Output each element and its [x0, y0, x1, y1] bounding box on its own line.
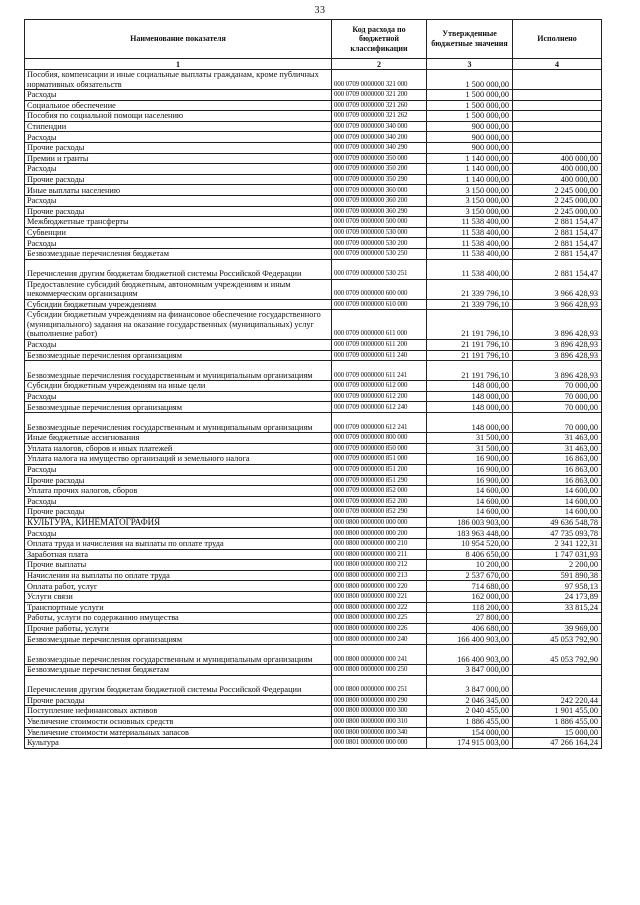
- row-executed-cell: 2 341 122,31: [513, 539, 602, 550]
- row-code-cell: 000 0709 0000000 852 200: [332, 496, 427, 507]
- row-name-cell: Субсидии бюджетным учреждениям на финансовое обеспечение государственного (муниципального) задания на оказание государственных (муниципальных) услуг (выполнение работ): [25, 310, 332, 340]
- row-name-cell: Иные выплаты населению: [25, 185, 332, 196]
- row-executed-cell: 2 245 000,00: [513, 206, 602, 217]
- row-executed-cell: 400 000,00: [513, 153, 602, 164]
- row-code-cell: 000 0709 0000000 360 290: [332, 206, 427, 217]
- row-approved-cell: 3 150 000,00: [427, 185, 513, 196]
- row-name-cell: Расходы: [25, 132, 332, 143]
- row-approved-cell: 11 538 400,00: [427, 238, 513, 249]
- row-code-cell: 000 0709 0000000 500 000: [332, 217, 427, 228]
- table-row: [25, 70, 602, 90]
- table-row: [25, 132, 602, 143]
- row-code-cell: 000 0709 0000000 851 290: [332, 475, 427, 486]
- row-approved-cell: 1 500 000,00: [427, 111, 513, 122]
- row-code-cell: 000 0709 0000000 530 251: [332, 259, 427, 279]
- table-body: [25, 70, 602, 749]
- row-code-cell: 000 0709 0000000 350 290: [332, 174, 427, 185]
- table-row: [25, 196, 602, 207]
- row-name-cell: Пособия, компенсации и иные социальные выплаты гражданам, кроме публичных нормативных обязательств: [25, 70, 332, 90]
- row-code-cell: 000 0709 0000000 600 000: [332, 279, 427, 299]
- row-name-cell: Безвозмездные перечисления государственным и муниципальным организациям: [25, 645, 332, 665]
- row-name-cell: Прочие расходы: [25, 695, 332, 706]
- row-executed-cell: 49 636 548,78: [513, 517, 602, 528]
- row-executed-cell: 70 000,00: [513, 402, 602, 413]
- row-executed-cell: [513, 70, 602, 90]
- table-row: [25, 238, 602, 249]
- row-name-cell: Безвозмездные перечисления бюджетам: [25, 249, 332, 260]
- row-name-cell: Расходы: [25, 238, 332, 249]
- table-row: [25, 623, 602, 634]
- row-executed-cell: 16 863,00: [513, 464, 602, 475]
- row-approved-cell: 21 339 796,10: [427, 279, 513, 299]
- row-approved-cell: 166 400 903,00: [427, 634, 513, 645]
- row-executed-cell: 400 000,00: [513, 174, 602, 185]
- row-code-cell: 000 0800 0000000 000 240: [332, 634, 427, 645]
- table-row: [25, 339, 602, 350]
- row-name-cell: Расходы: [25, 164, 332, 175]
- table-row: [25, 528, 602, 539]
- row-executed-cell: [513, 111, 602, 122]
- row-approved-cell: 8 406 650,00: [427, 549, 513, 560]
- row-approved-cell: 31 500,00: [427, 433, 513, 444]
- row-executed-cell: 2 881 154,47: [513, 259, 602, 279]
- table-row: [25, 299, 602, 310]
- table-row: [25, 310, 602, 340]
- row-code-cell: 000 0709 0000000 340 290: [332, 143, 427, 154]
- row-executed-cell: 15 000,00: [513, 727, 602, 738]
- row-name-cell: Оплата труда и начисления на выплаты по оплате труда: [25, 539, 332, 550]
- table-row: [25, 111, 602, 122]
- table-row: [25, 413, 602, 433]
- header-row: [25, 20, 602, 59]
- row-name-cell: Перечисления другим бюджетам бюджетной системы Российской Федерации: [25, 259, 332, 279]
- table-row: [25, 443, 602, 454]
- row-code-cell: 000 0800 0000000 000 290: [332, 695, 427, 706]
- row-approved-cell: 162 000,00: [427, 592, 513, 603]
- row-executed-cell: 2 881 154,47: [513, 227, 602, 238]
- row-approved-cell: 14 600,00: [427, 507, 513, 518]
- row-approved-cell: 148 000,00: [427, 381, 513, 392]
- row-executed-cell: 2 200,00: [513, 560, 602, 571]
- row-approved-cell: 21 191 796,10: [427, 361, 513, 381]
- table-row: [25, 279, 602, 299]
- table-row: [25, 350, 602, 361]
- table-row: [25, 738, 602, 749]
- row-code-cell: 000 0709 0000000 321 262: [332, 111, 427, 122]
- row-name-cell: Субсидии бюджетным учреждениям: [25, 299, 332, 310]
- row-name-cell: Поступление нефинансовых активов: [25, 706, 332, 717]
- row-executed-cell: 16 863,00: [513, 475, 602, 486]
- table-row: [25, 121, 602, 132]
- table-row: [25, 143, 602, 154]
- row-name-cell: Стипендии: [25, 121, 332, 132]
- table-row: [25, 90, 602, 101]
- row-code-cell: 000 0709 0000000 360 000: [332, 185, 427, 196]
- table-row: [25, 100, 602, 111]
- table-row: [25, 391, 602, 402]
- row-approved-cell: 3 847 000,00: [427, 665, 513, 676]
- row-name-cell: Прочие расходы: [25, 143, 332, 154]
- row-executed-cell: 1 886 455,00: [513, 716, 602, 727]
- row-name-cell: Пособия по социальной помощи населению: [25, 111, 332, 122]
- row-executed-cell: [513, 121, 602, 132]
- row-code-cell: 000 0800 0000000 000 221: [332, 592, 427, 603]
- row-code-cell: 000 0800 0000000 000 340: [332, 727, 427, 738]
- row-name-cell: Межбюджетные трансферты: [25, 217, 332, 228]
- row-code-cell: 000 0709 0000000 530 250: [332, 249, 427, 260]
- row-code-cell: 000 0709 0000000 610 000: [332, 299, 427, 310]
- row-name-cell: Безвозмездные перечисления организациям: [25, 350, 332, 361]
- row-code-cell: 000 0709 0000000 852 000: [332, 486, 427, 497]
- row-executed-cell: 3 896 428,93: [513, 339, 602, 350]
- row-executed-cell: 14 600,00: [513, 486, 602, 497]
- row-approved-cell: 1 140 000,00: [427, 174, 513, 185]
- row-code-cell: 000 0709 0000000 850 000: [332, 443, 427, 454]
- row-code-cell: 000 0709 0000000 360 200: [332, 196, 427, 207]
- row-approved-cell: 118 200,00: [427, 602, 513, 613]
- table-row: [25, 361, 602, 381]
- row-executed-cell: 39 969,00: [513, 623, 602, 634]
- row-name-cell: Перечисления другим бюджетам бюджетной системы Российской Федерации: [25, 675, 332, 695]
- row-name-cell: Оплата работ, услуг: [25, 581, 332, 592]
- table-row: [25, 206, 602, 217]
- row-code-cell: 000 0800 0000000 000 000: [332, 517, 427, 528]
- row-name-cell: Прочие выплаты: [25, 560, 332, 571]
- row-approved-cell: 2 046 345,00: [427, 695, 513, 706]
- row-approved-cell: 148 000,00: [427, 413, 513, 433]
- header-name: Наименование показателя: [25, 20, 332, 59]
- table-row: [25, 227, 602, 238]
- row-code-cell: 000 0709 0000000 800 000: [332, 433, 427, 444]
- row-approved-cell: 16 900,00: [427, 475, 513, 486]
- row-code-cell: 000 0709 0000000 321 260: [332, 100, 427, 111]
- row-name-cell: Услуги связи: [25, 592, 332, 603]
- table-row: [25, 164, 602, 175]
- row-approved-cell: 21 191 796,10: [427, 339, 513, 350]
- row-name-cell: Безвозмездные перечисления организациям: [25, 402, 332, 413]
- header-number-4: 4: [513, 59, 602, 70]
- row-executed-cell: 2 881 154,47: [513, 238, 602, 249]
- row-approved-cell: 1 140 000,00: [427, 164, 513, 175]
- row-approved-cell: 1 500 000,00: [427, 90, 513, 101]
- table-row: [25, 592, 602, 603]
- row-code-cell: 000 0800 0000000 000 211: [332, 549, 427, 560]
- table-row: [25, 602, 602, 613]
- row-name-cell: Безвозмездные перечисления бюджетам: [25, 665, 332, 676]
- row-approved-cell: 174 915 003,00: [427, 738, 513, 749]
- row-name-cell: Работы, услуги по содержанию имущества: [25, 613, 332, 624]
- row-code-cell: 000 0709 0000000 612 240: [332, 402, 427, 413]
- table-row: [25, 645, 602, 665]
- row-approved-cell: 21 191 796,10: [427, 350, 513, 361]
- table-row: [25, 549, 602, 560]
- row-code-cell: 000 0709 0000000 530 000: [332, 227, 427, 238]
- row-name-cell: Премии и гранты: [25, 153, 332, 164]
- table-row: [25, 454, 602, 465]
- row-name-cell: Безвозмездные перечисления государственным и муниципальным организациям: [25, 361, 332, 381]
- row-code-cell: 000 0709 0000000 350 000: [332, 153, 427, 164]
- row-code-cell: 000 0709 0000000 851 000: [332, 454, 427, 465]
- row-name-cell: Увеличение стоимости основных средств: [25, 716, 332, 727]
- row-name-cell: Культура: [25, 738, 332, 749]
- row-name-cell: Прочие расходы: [25, 206, 332, 217]
- row-name-cell: Расходы: [25, 496, 332, 507]
- row-approved-cell: 1 500 000,00: [427, 100, 513, 111]
- row-approved-cell: 3 847 000,00: [427, 675, 513, 695]
- row-code-cell: 000 0800 0000000 000 241: [332, 645, 427, 665]
- budget-report-table: [24, 19, 602, 749]
- table-row: [25, 486, 602, 497]
- table-row: [25, 185, 602, 196]
- row-executed-cell: 97 958,13: [513, 581, 602, 592]
- row-executed-cell: 33 815,24: [513, 602, 602, 613]
- row-name-cell: Начисления на выплаты по оплате труда: [25, 570, 332, 581]
- table-row: [25, 381, 602, 392]
- row-executed-cell: 1 901 455,00: [513, 706, 602, 717]
- row-name-cell: Прочие расходы: [25, 174, 332, 185]
- row-executed-cell: 1 747 031,93: [513, 549, 602, 560]
- table-row: [25, 496, 602, 507]
- table-row: [25, 475, 602, 486]
- row-name-cell: Безвозмездные перечисления государственным и муниципальным организациям: [25, 413, 332, 433]
- row-approved-cell: 900 000,00: [427, 132, 513, 143]
- row-code-cell: 000 0800 0000000 000 220: [332, 581, 427, 592]
- row-approved-cell: 1 886 455,00: [427, 716, 513, 727]
- row-executed-cell: 3 896 428,93: [513, 350, 602, 361]
- row-approved-cell: 21 339 796,10: [427, 299, 513, 310]
- table-row: [25, 507, 602, 518]
- table-row: [25, 464, 602, 475]
- row-executed-cell: 45 053 792,90: [513, 634, 602, 645]
- row-code-cell: 000 0709 0000000 611 240: [332, 350, 427, 361]
- table-row: [25, 249, 602, 260]
- row-executed-cell: 31 463,00: [513, 433, 602, 444]
- row-name-cell: Субвенции: [25, 227, 332, 238]
- row-name-cell: Прочие расходы: [25, 475, 332, 486]
- table-row: [25, 174, 602, 185]
- row-code-cell: 000 0800 0000000 000 250: [332, 665, 427, 676]
- table-row: [25, 433, 602, 444]
- row-approved-cell: 14 600,00: [427, 496, 513, 507]
- row-approved-cell: 186 003 903,00: [427, 517, 513, 528]
- row-approved-cell: 10 954 520,00: [427, 539, 513, 550]
- row-code-cell: 000 0709 0000000 612 241: [332, 413, 427, 433]
- row-code-cell: 000 0800 0000000 000 251: [332, 675, 427, 695]
- row-name-cell: Иные бюджетные ассигнования: [25, 433, 332, 444]
- row-name-cell: Прочие работы, услуги: [25, 623, 332, 634]
- table-row: [25, 570, 602, 581]
- row-name-cell: Заработная плата: [25, 549, 332, 560]
- table-row: [25, 695, 602, 706]
- header-executed: Исполнено: [513, 20, 602, 59]
- row-code-cell: 000 0709 0000000 851 200: [332, 464, 427, 475]
- row-executed-cell: 2 245 000,00: [513, 196, 602, 207]
- row-name-cell: Расходы: [25, 90, 332, 101]
- row-approved-cell: 154 000,00: [427, 727, 513, 738]
- table-row: [25, 613, 602, 624]
- row-name-cell: Безвозмездные перечисления организациям: [25, 634, 332, 645]
- row-code-cell: 000 0801 0000000 000 000: [332, 738, 427, 749]
- table-row: [25, 665, 602, 676]
- table-row: [25, 727, 602, 738]
- table-row: [25, 634, 602, 645]
- row-approved-cell: 14 600,00: [427, 486, 513, 497]
- table-row: [25, 402, 602, 413]
- header-number-1: 1: [25, 59, 332, 70]
- row-code-cell: 000 0800 0000000 000 225: [332, 613, 427, 624]
- row-executed-cell: [513, 675, 602, 695]
- header-number-2: 2: [332, 59, 427, 70]
- header-code: Код расхода по бюджетной классификации: [332, 20, 427, 59]
- row-approved-cell: 27 800,00: [427, 613, 513, 624]
- row-code-cell: 000 0709 0000000 350 200: [332, 164, 427, 175]
- row-name-cell: Уплата налогов, сборов и иных платежей: [25, 443, 332, 454]
- row-approved-cell: 2 537 670,00: [427, 570, 513, 581]
- row-code-cell: 000 0800 0000000 000 210: [332, 539, 427, 550]
- row-executed-cell: 47 735 093,78: [513, 528, 602, 539]
- row-code-cell: 000 0800 0000000 000 212: [332, 560, 427, 571]
- row-approved-cell: 183 963 448,00: [427, 528, 513, 539]
- table-header: [25, 20, 602, 70]
- row-name-cell: Субсидии бюджетным учреждениям на иные цели: [25, 381, 332, 392]
- row-executed-cell: [513, 613, 602, 624]
- row-executed-cell: 70 000,00: [513, 391, 602, 402]
- row-executed-cell: [513, 90, 602, 101]
- row-approved-cell: 1 500 000,00: [427, 70, 513, 90]
- row-approved-cell: 11 538 400,00: [427, 217, 513, 228]
- row-approved-cell: 3 150 000,00: [427, 196, 513, 207]
- row-code-cell: 000 0709 0000000 611 200: [332, 339, 427, 350]
- row-executed-cell: 3 896 428,93: [513, 361, 602, 381]
- row-code-cell: 000 0709 0000000 321 000: [332, 70, 427, 90]
- row-name-cell: Транспортные услуги: [25, 602, 332, 613]
- row-code-cell: 000 0800 0000000 000 213: [332, 570, 427, 581]
- row-approved-cell: 148 000,00: [427, 391, 513, 402]
- row-name-cell: Расходы: [25, 464, 332, 475]
- row-executed-cell: [513, 143, 602, 154]
- table-row: [25, 153, 602, 164]
- row-name-cell: Уплата налога на имущество организаций и земельного налога: [25, 454, 332, 465]
- row-code-cell: 000 0800 0000000 000 200: [332, 528, 427, 539]
- row-executed-cell: 3 966 428,93: [513, 279, 602, 299]
- table-row: [25, 675, 602, 695]
- row-executed-cell: 24 173,89: [513, 592, 602, 603]
- row-executed-cell: 3 896 428,93: [513, 310, 602, 340]
- row-approved-cell: 16 900,00: [427, 464, 513, 475]
- row-executed-cell: 400 000,00: [513, 164, 602, 175]
- row-name-cell: Предоставление субсидий бюджетным, автономным учреждениям и иным некоммерческим организациям: [25, 279, 332, 299]
- row-executed-cell: 3 966 428,93: [513, 299, 602, 310]
- row-approved-cell: 166 400 903,00: [427, 645, 513, 665]
- row-name-cell: Расходы: [25, 196, 332, 207]
- row-approved-cell: 900 000,00: [427, 121, 513, 132]
- row-code-cell: 000 0709 0000000 611 241: [332, 361, 427, 381]
- row-approved-cell: 11 538 400,00: [427, 259, 513, 279]
- row-executed-cell: 242 220,44: [513, 695, 602, 706]
- row-approved-cell: 16 900,00: [427, 454, 513, 465]
- header-number-row: [25, 59, 602, 70]
- table-row: [25, 706, 602, 717]
- row-code-cell: 000 0709 0000000 611 000: [332, 310, 427, 340]
- row-approved-cell: 406 680,00: [427, 623, 513, 634]
- row-executed-cell: 45 053 792,90: [513, 645, 602, 665]
- row-executed-cell: 31 463,00: [513, 443, 602, 454]
- row-executed-cell: [513, 132, 602, 143]
- row-approved-cell: 11 538 400,00: [427, 249, 513, 260]
- row-executed-cell: 70 000,00: [513, 413, 602, 433]
- row-name-cell: Расходы: [25, 528, 332, 539]
- row-approved-cell: 11 538 400,00: [427, 227, 513, 238]
- row-executed-cell: 47 266 164,24: [513, 738, 602, 749]
- row-name-cell: КУЛЬТУРА, КИНЕМАТОГРАФИЯ: [25, 517, 332, 528]
- row-approved-cell: 900 000,00: [427, 143, 513, 154]
- row-executed-cell: [513, 100, 602, 111]
- row-approved-cell: 21 191 796,10: [427, 310, 513, 340]
- row-code-cell: 000 0709 0000000 852 290: [332, 507, 427, 518]
- table-row: [25, 716, 602, 727]
- table-row: [25, 217, 602, 228]
- row-code-cell: 000 0709 0000000 321 200: [332, 90, 427, 101]
- table-row: [25, 539, 602, 550]
- row-code-cell: 000 0709 0000000 530 200: [332, 238, 427, 249]
- table-row: [25, 517, 602, 528]
- row-executed-cell: 16 863,00: [513, 454, 602, 465]
- row-name-cell: Социальное обеспечение: [25, 100, 332, 111]
- row-approved-cell: 1 140 000,00: [427, 153, 513, 164]
- row-code-cell: 000 0800 0000000 000 226: [332, 623, 427, 634]
- table-row: [25, 581, 602, 592]
- row-name-cell: Расходы: [25, 339, 332, 350]
- row-name-cell: Прочие расходы: [25, 507, 332, 518]
- row-approved-cell: 148 000,00: [427, 402, 513, 413]
- row-approved-cell: 2 040 455,00: [427, 706, 513, 717]
- row-executed-cell: 14 600,00: [513, 496, 602, 507]
- row-approved-cell: 3 150 000,00: [427, 206, 513, 217]
- row-executed-cell: 2 881 154,47: [513, 249, 602, 260]
- row-executed-cell: [513, 665, 602, 676]
- row-executed-cell: 591 890,38: [513, 570, 602, 581]
- row-code-cell: 000 0709 0000000 612 200: [332, 391, 427, 402]
- row-executed-cell: 70 000,00: [513, 381, 602, 392]
- row-name-cell: Увеличение стоимости материальных запасов: [25, 727, 332, 738]
- row-name-cell: Уплата прочих налогов, сборов: [25, 486, 332, 497]
- row-approved-cell: 714 680,00: [427, 581, 513, 592]
- row-name-cell: Расходы: [25, 391, 332, 402]
- table-row: [25, 259, 602, 279]
- row-code-cell: 000 0709 0000000 340 200: [332, 132, 427, 143]
- row-approved-cell: 31 500,00: [427, 443, 513, 454]
- row-code-cell: 000 0800 0000000 000 300: [332, 706, 427, 717]
- row-executed-cell: 2 245 000,00: [513, 185, 602, 196]
- row-code-cell: 000 0800 0000000 000 310: [332, 716, 427, 727]
- row-code-cell: 000 0709 0000000 612 000: [332, 381, 427, 392]
- header-approved: Утвержденные бюджетные значения: [427, 20, 513, 59]
- row-executed-cell: 14 600,00: [513, 507, 602, 518]
- row-approved-cell: 10 200,00: [427, 560, 513, 571]
- row-executed-cell: 2 881 154,47: [513, 217, 602, 228]
- row-code-cell: 000 0800 0000000 000 222: [332, 602, 427, 613]
- row-code-cell: 000 0709 0000000 340 000: [332, 121, 427, 132]
- table-row: [25, 560, 602, 571]
- page-number: 33: [314, 5, 326, 16]
- header-number-3: 3: [427, 59, 513, 70]
